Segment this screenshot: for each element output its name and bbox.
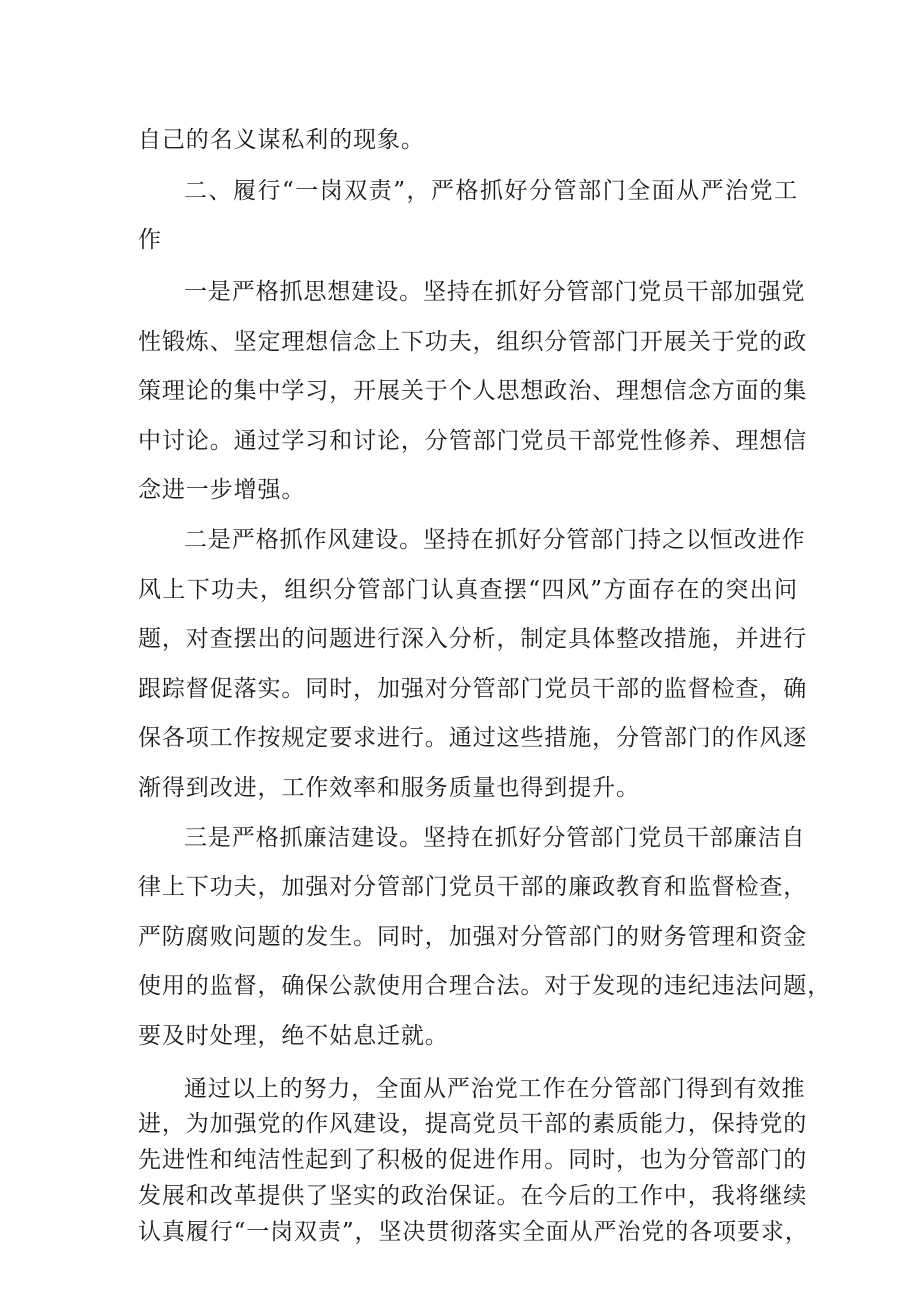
- paragraph-line: 性锻炼、坚定理想信念上下功夫，组织分管部门开展关于党的政: [138, 329, 808, 355]
- paragraph-line: 二是严格抓作风建设。坚持在抓好分管部门持之以恒改进作: [184, 527, 806, 553]
- paragraph-line: 发展和改革提供了坚实的政治保证。在今后的工作中，我将继续: [138, 1183, 808, 1209]
- paragraph-line: 要及时处理，绝不姑息迁就。: [138, 1023, 449, 1049]
- paragraph-line: 使用的监督，确保公款使用合理合法。对于发现的违纪违法问题，: [138, 973, 832, 999]
- paragraph-line: 念进一步增强。: [138, 477, 306, 503]
- paragraph-line: 策理论的集中学习，开展关于个人思想政治、理想信念方面的集: [138, 378, 808, 404]
- paragraph-line: 渐得到改进，工作效率和服务质量也得到提升。: [138, 775, 640, 801]
- text-line: 自己的名义谋私利的现象。: [138, 127, 425, 153]
- paragraph-line: 保各项工作按规定要求进行。通过这些措施，分管部门的作风逐: [138, 725, 808, 751]
- paragraph-line: 题，对查摆出的问题进行深入分析，制定具体整改措施，并进行: [138, 626, 808, 652]
- section-heading: 二、履行“一岗双责”，严格抓好分管部门全面从严治党工: [184, 178, 798, 204]
- paragraph-line: 风上下功夫，组织分管部门认真查摆“四风”方面存在的突出问: [138, 577, 798, 603]
- paragraph-line: 认真履行“一岗双责”，坚决贯彻落实全面从严治党的各项要求，: [138, 1219, 809, 1245]
- section-heading-continued: 作: [138, 227, 162, 253]
- paragraph-line: 严防腐败问题的发生。同时，加强对分管部门的财务管理和资金: [138, 924, 808, 950]
- paragraph-line: 律上下功夫，加强对分管部门党员干部的廉政教育和监督检查，: [138, 874, 808, 900]
- paragraph-line: 中讨论。通过学习和讨论，分管部门党员干部党性修养、理想信: [138, 428, 808, 454]
- paragraph-line: 先进性和纯洁性起到了积极的促进作用。同时，也为分管部门的: [138, 1147, 808, 1173]
- paragraph-line: 一是严格抓思想建设。坚持在抓好分管部门党员干部加强党: [184, 279, 806, 305]
- paragraph-line: 三是严格抓廉洁建设。坚持在抓好分管部门党员干部廉洁自: [184, 825, 806, 851]
- paragraph-line: 通过以上的努力，全面从严治党工作在分管部门得到有效推: [184, 1076, 806, 1102]
- paragraph-line: 进，为加强党的作风建设，提高党员干部的素质能力，保持党的: [138, 1111, 808, 1137]
- paragraph-line: 跟踪督促落实。同时，加强对分管部门党员干部的监督检查，确: [138, 676, 808, 702]
